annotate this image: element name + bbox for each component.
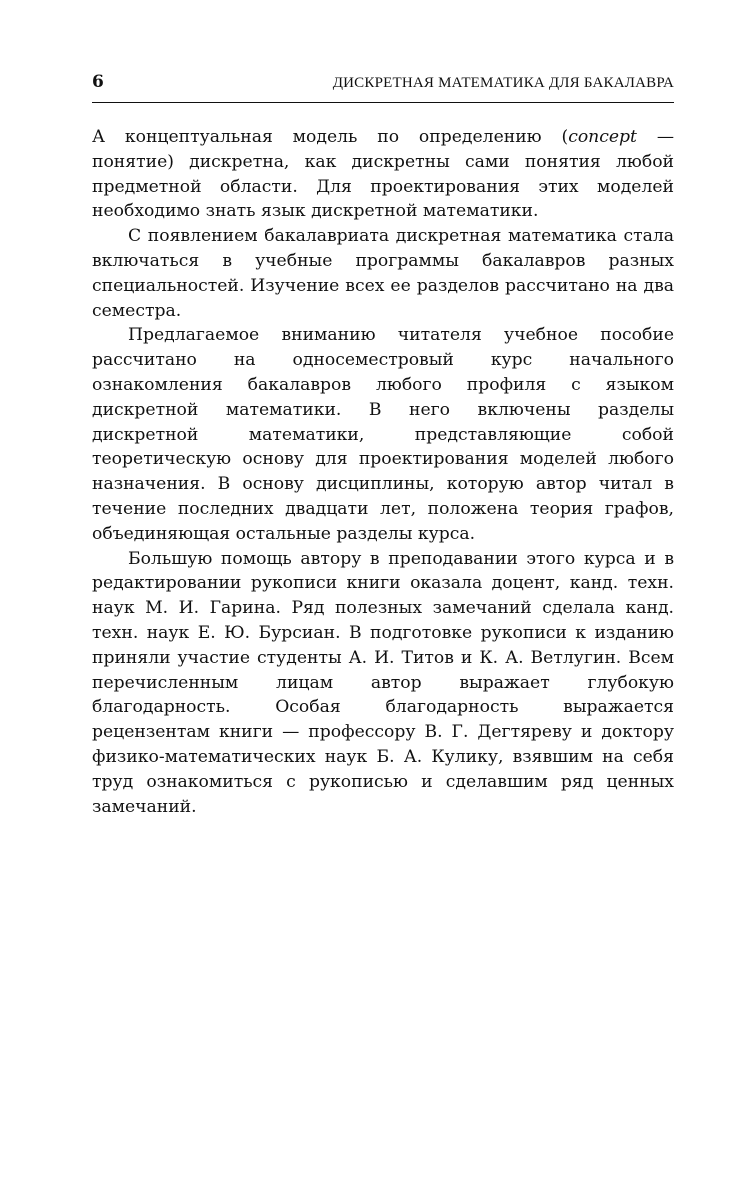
- paragraph-2: С появлением бакалавриата дискретная математика стала включаться в учебные программы бакалавров разных специальностей. Изучение всех ее разделов рассчитано на два семестра.: [92, 226, 674, 321]
- paragraph-1-start: А концептуальная модель по определению (: [92, 127, 569, 147]
- paragraph-1-end: — понятие) дискретна, как дискретны сами понятия любой предметной области. Для проектирования этих моделей необходимо знать язык дискретной математики.: [92, 127, 675, 222]
- paragraph-1: [92, 125, 674, 224]
- body-text: [92, 125, 674, 819]
- page-number: 6: [92, 72, 104, 92]
- paragraph-3: Предлагаемое вниманию читателя учебное пособие рассчитано на односеместровый курс начального ознакомления бакалавров любого профиля с языком дискретной математики. В него включены разделы дискретной математики, представляющие собой теоретическую основу для проектирования моделей любого назначения. В основу дисциплины, которую автор читал в течение последних двадцати лет, положена теория графов, объединяющая остальные разделы курса.: [92, 325, 674, 544]
- paragraph-4: Большую помощь автору в преподавании этого курса и в редактировании рукописи книги оказала доцент, канд. техн. наук М. И. Гарина. Ряд полезных замечаний сделала канд. техн. наук Е. Ю. Бурсиан. В подготовке рукописи к изданию приняли участие студенты А. И. Титов и К. А. Ветлугин. Всем перечисленным лицам автор выражает глубокую благодарность. Особая благодарность выражается рецензентам книги — профессору В. Г. Дегтяреву и доктору физико-математических наук Б. А. Кулику, взявшим на себя труд ознакомиться с рукописью и сделавшим ряд ценных замечаний.: [92, 548, 674, 817]
- paragraph-1-italic-term: concept: [568, 127, 637, 147]
- book-title: ДИСКРЕТНАЯ МАТЕМАТИКА ДЛЯ БАКАЛАВРА: [332, 75, 674, 91]
- running-header: [92, 72, 674, 103]
